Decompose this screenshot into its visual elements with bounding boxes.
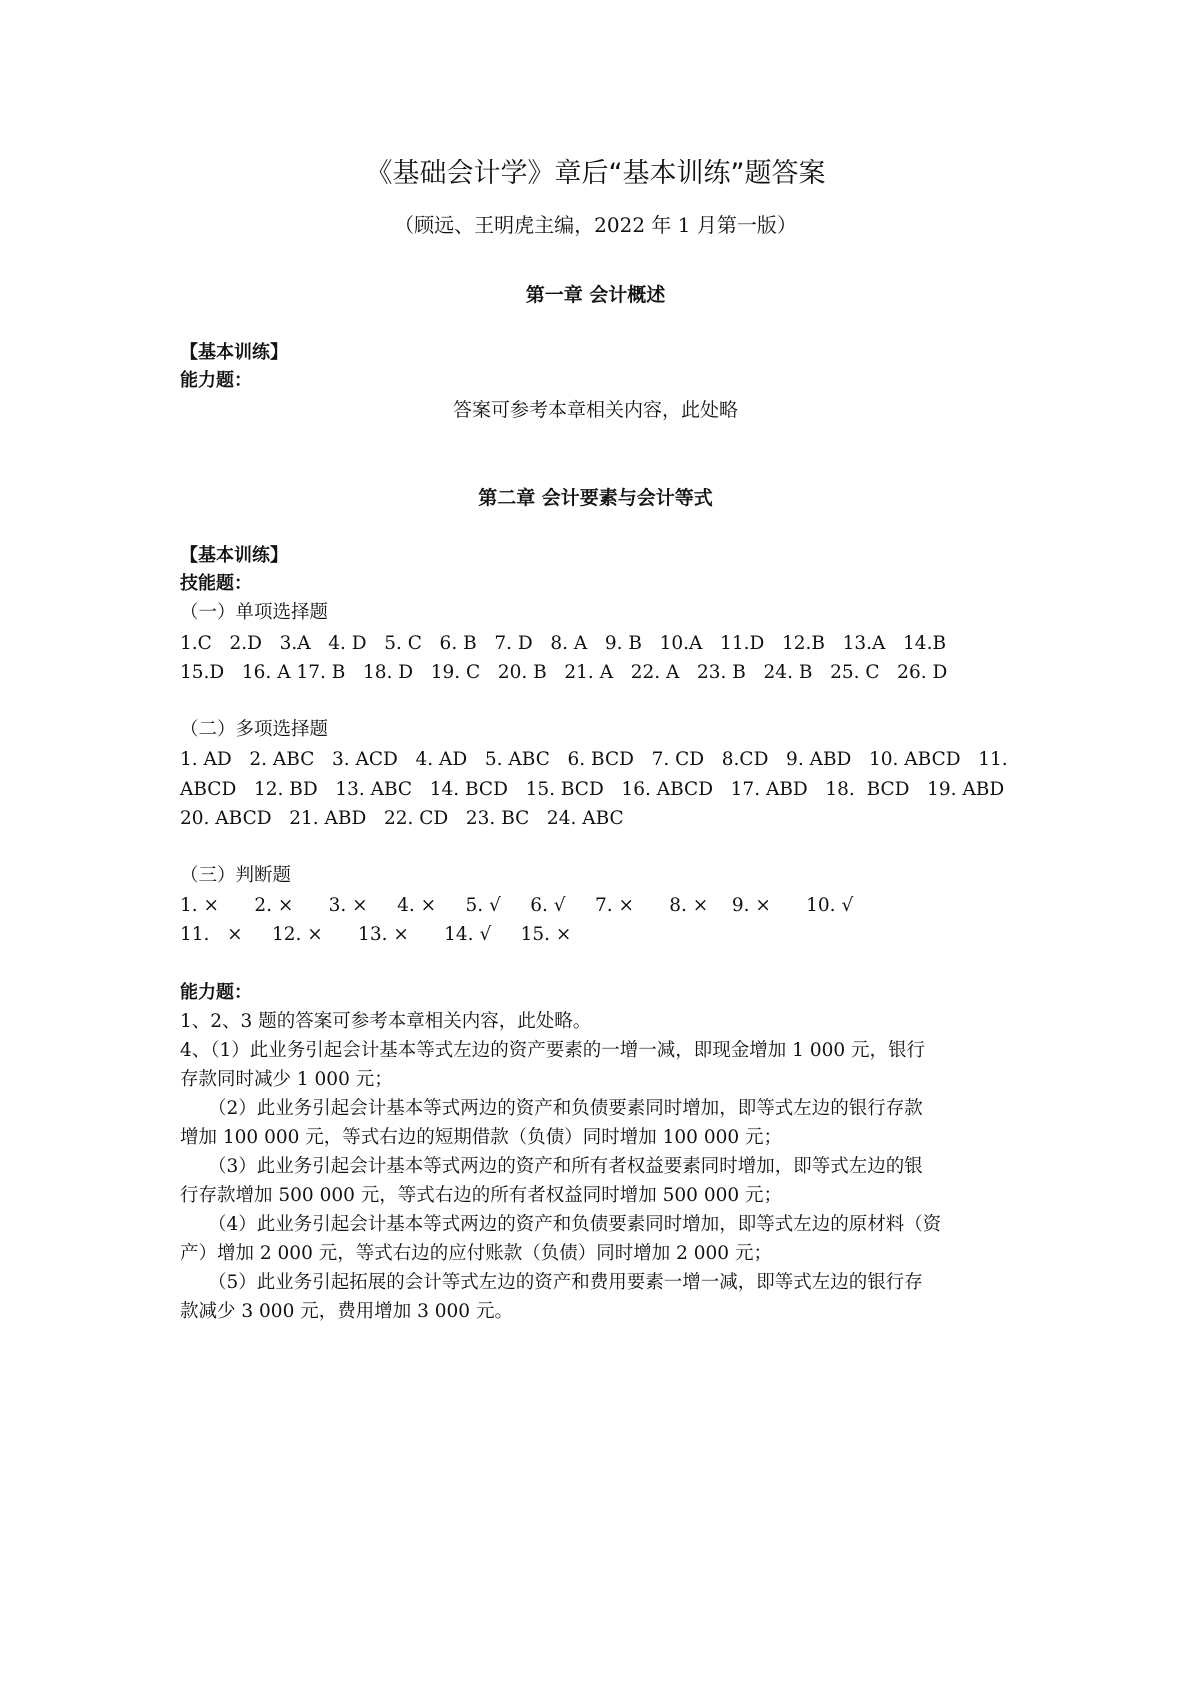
ability-answer-line: 存款同时减少 1 000 元；: [180, 1069, 393, 1090]
chapter-2-skill-label: 技能题：: [180, 573, 252, 594]
ability-answer-line: 产）增加 2 000 元，等式右边的应付账款（负债）同时增加 2 000 元；: [180, 1243, 772, 1264]
chapter-2-ability-label: 能力题：: [180, 982, 252, 1003]
chapter-1-ability-label: 能力题：: [180, 370, 252, 391]
chapter-1-section-label: 【基本训练】: [180, 342, 288, 363]
multiple-choice-answers-line: 20. ABCD 21. ABD 22. CD 23. BC 24. ABC: [180, 808, 624, 829]
chapter-2-heading: 第二章 会计要素与会计等式: [478, 487, 713, 509]
true-false-label: （三）判断题: [180, 865, 292, 886]
true-false-answers-line: 1. × 2. × 3. × 4. × 5. √ 6. √ 7. × 8. × 9. × 10. √: [180, 895, 854, 916]
single-choice-answers-line: 1.C 2.D 3.A 4. D 5. C 6. B 7. D 8. A 9. B 10.A 11.D 12.B 13.A 14.B: [180, 633, 947, 654]
ability-answer-line: （2）此业务引起会计基本等式两边的资产和负债要素同时增加，即等式左边的银行存款: [208, 1098, 923, 1119]
document-subtitle: （顾远、王明虎主编，2022 年 1 月第一版）: [394, 213, 797, 237]
ability-answer-line: （3）此业务引起会计基本等式两边的资产和所有者权益要素同时增加，即等式左边的银: [208, 1156, 923, 1177]
ability-answer-line: （5）此业务引起拓展的会计等式左边的资产和费用要素一增一减，即等式左边的银行存: [208, 1272, 923, 1293]
multiple-choice-answers-line: 1. AD 2. ABC 3. ACD 4. AD 5. ABC 6. BCD 7. CD 8.CD 9. ABD 10. ABCD 11.: [180, 749, 1008, 770]
ability-answer-line: 款减少 3 000 元，费用增加 3 000 元。: [180, 1301, 513, 1322]
document-title: 《基础会计学》章后“基本训练”题答案: [365, 158, 826, 189]
ability-answer-line: （4）此业务引起会计基本等式两边的资产和负债要素同时增加，即等式左边的原材料（资: [208, 1214, 942, 1235]
multiple-choice-label: （二）多项选择题: [180, 719, 329, 740]
true-false-answers-line: 11. × 12. × 13. × 14. √ 15. ×: [180, 924, 572, 945]
ability-answer-line: 行存款增加 500 000 元，等式右边的所有者权益同时增加 500 000 元；: [180, 1185, 783, 1206]
chapter-1-ability-note: 答案可参考本章相关内容，此处略: [452, 399, 738, 421]
ability-answer-line: 1、2、3 题的答案可参考本章相关内容，此处略。: [180, 1011, 592, 1032]
ability-answer-line: 增加 100 000 元，等式右边的短期借款（负债）同时增加 100 000 元；: [180, 1127, 783, 1148]
ability-answer-line: 4、（1）此业务引起会计基本等式左边的资产要素的一增一减，即现金增加 1 000 元，银行: [180, 1040, 926, 1061]
multiple-choice-answers-line: ABCD 12. BD 13. ABC 14. BCD 15. BCD 16. ABCD 17. ABD 18. BCD 19. ABD: [180, 779, 1005, 800]
single-choice-label: （一）单项选择题: [180, 602, 329, 623]
chapter-2-section-label: 【基本训练】: [180, 545, 288, 566]
chapter-1-heading: 第一章 会计概述: [525, 284, 666, 306]
single-choice-answers-line: 15.D 16. A 17. B 18. D 19. C 20. B 21. A 22. A 23. B 24. B 25. C 26. D: [180, 662, 948, 683]
